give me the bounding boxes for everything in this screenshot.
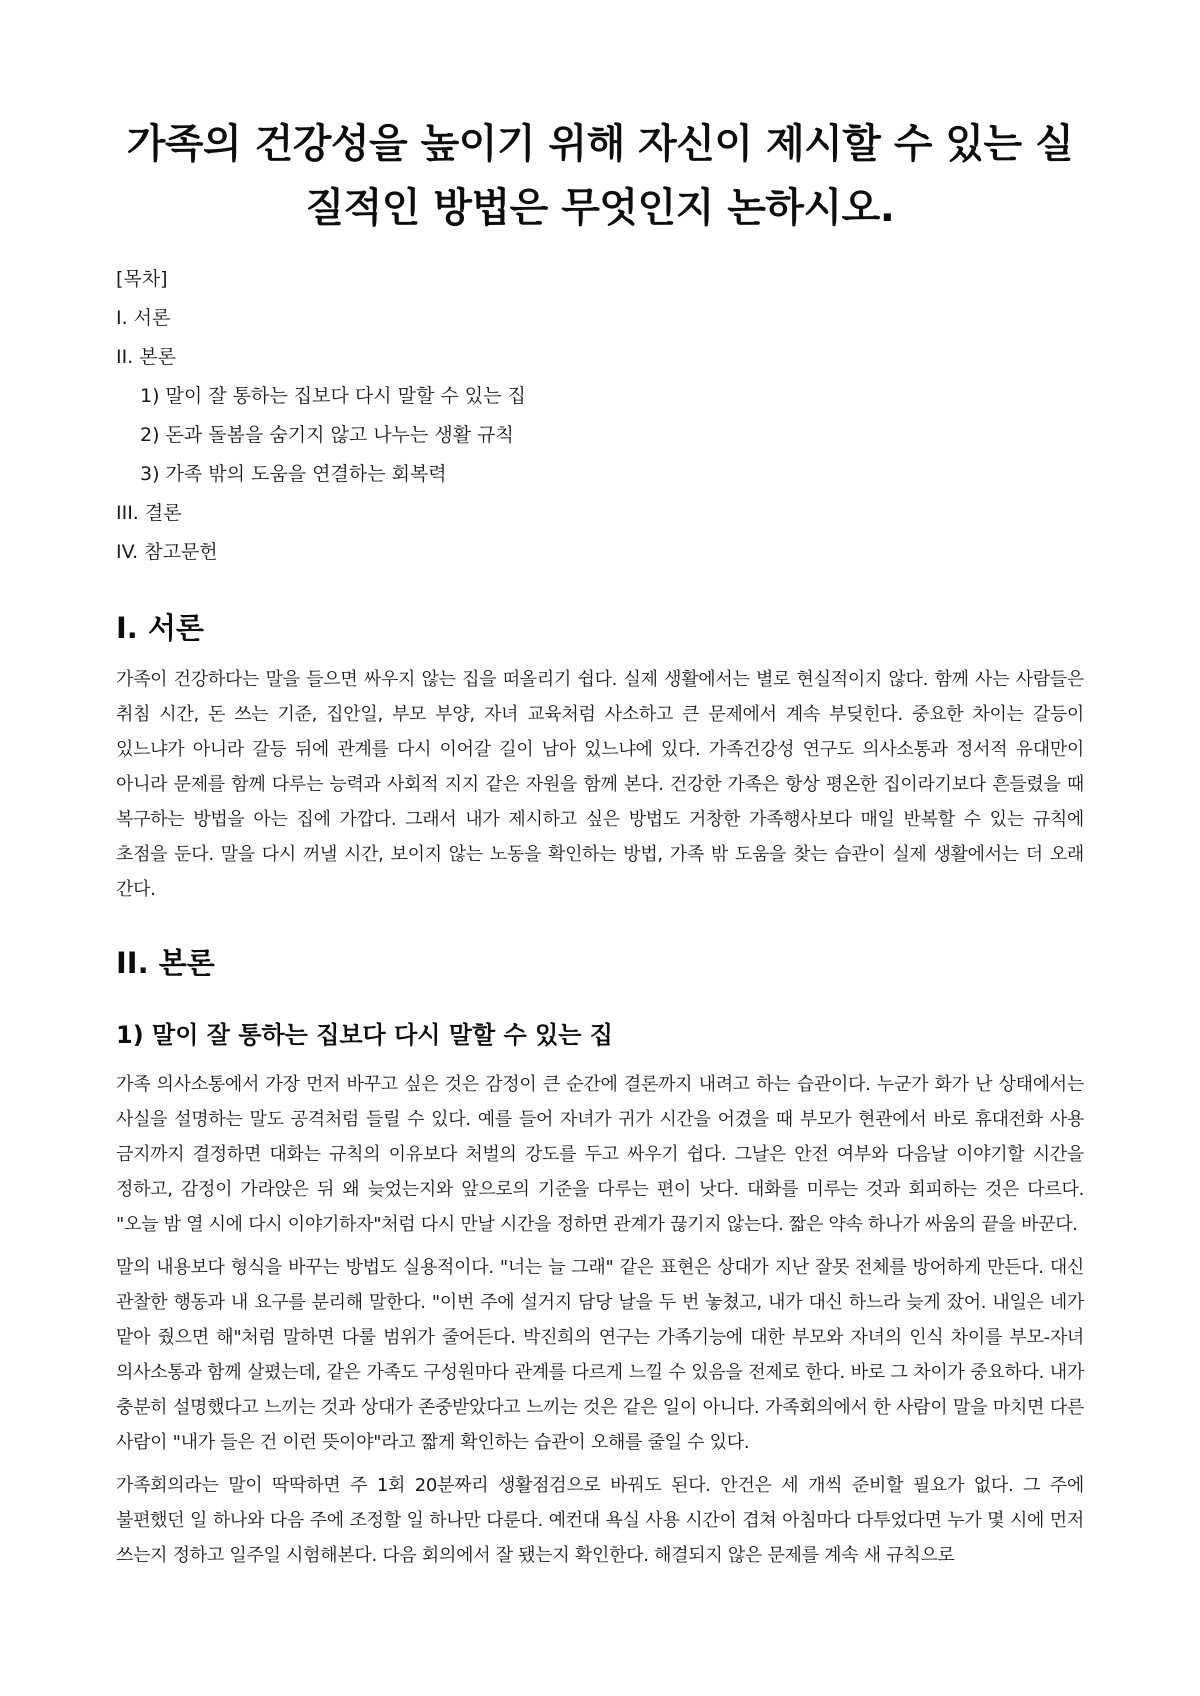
introduction-paragraph: 가족이 건강하다는 말을 들으면 싸우지 않는 집을 떠올리기 쉽다. 실제 생활에서는 별로 현실적이지 않다. 함께 사는 사람들은 취침 시간, 돈 쓰는 기준, 집안일, 부모 부양, 자녀 교육처럼 사소하고 큰 문제에서 계속 부딪힌다. 중요한 차이는 갈등이 있느냐가 아니라 갈등 뒤에 관계를 다시 이어갈 길이 남아 있느냐에 있다. 가족건강성 연구도 의사소통과 정서적 유대만이 아니라 문제를 함께 다루는 능력과 사회적 지지 같은 자원을 함께 본다. 건강한 가족은 항상 평온한 집이라기보다 흔들렸을 때 복구하는 방법을 아는 집에 가깝다. 그래서 내가 제시하고 싶은 방법도 거창한 가족행사보다 매일 반복할 수 있는 규칙에 초점을 둔다. 말을 다시 꺼낼 시간, 보이지 않는 노동을 확인하는 방법, 가족 밖 도움을 찾는 습관이 실제 생활에서는 더 오래 간다. [116,669,1084,900]
toc-subitem-communication: 1) 말이 잘 통하는 집보다 다시 말할 수 있는 집 [140,385,526,407]
toc-subitem-money-and-care: 2) 돈과 돌봄을 숨기지 않고 나누는 생활 규칙 [140,424,514,446]
toc-item-conclusion: III. 결론 [116,502,182,524]
toc-item-body: II. 본론 [116,346,176,368]
section-heading-introduction: I. 서론 [116,611,204,645]
toc-item-references: IV. 참고문헌 [116,541,218,563]
section-heading-body: II. 본론 [116,946,215,980]
toc-subitem-resilience: 3) 가족 밖의 도움을 연결하는 회복력 [140,463,447,485]
subsection-heading-communication: 1) 말이 잘 통하는 집보다 다시 말할 수 있는 집 [116,1021,613,1049]
body-paragraph: 가족회의라는 말이 딱딱하면 주 1회 20분짜리 생활점검으로 바꿔도 된다. 안건은 세 개씩 준비할 필요가 없다. 그 주에 불편했던 일 하나와 다음 주에 조정할 일 하나만 다룬다. 예컨대 욕실 사용 시간이 겹쳐 아침마다 다투었다면 누가 몇 시에 먼저 쓰는지 정하고 일주일 시험해본다. 다음 회의에서 잘 됐는지 확인한다. 해결되지 않은 문제를 계속 새 규칙으로 [116,1475,1084,1566]
toc-item-introduction: I. 서론 [116,307,171,329]
body-paragraph: 가족 의사소통에서 가장 먼저 바꾸고 싶은 것은 감정이 큰 순간에 결론까지 내려고 하는 습관이다. 누군가 화가 난 상태에서는 사실을 설명하는 말도 공격처럼 들릴 수 있다. 예를 들어 자녀가 귀가 시간을 어겼을 때 부모가 현관에서 바로 휴대전화 사용 금지까지 결정하면 대화는 규칙의 이유보다 처벌의 강도를 두고 싸우기 쉽다. 그날은 안전 여부와 다음날 이야기할 시간을 정하고, 감정이 가라앉은 뒤 왜 늦었는지와 앞으로의 기준을 다루는 편이 낫다. 대화를 미루는 것과 회피하는 것은 다르다. "오늘 밤 열 시에 다시 이야기하자"처럼 다시 만날 시간을 정하면 관계가 끊기지 않는다. 짧은 약속 하나가 싸움의 끝을 바꾼다. [116,1074,1084,1235]
body-paragraph: 말의 내용보다 형식을 바꾸는 방법도 실용적이다. "너는 늘 그래" 같은 표현은 상대가 지난 잘못 전체를 방어하게 만든다. 대신 관찰한 행동과 내 요구를 분리해 말한다. "이번 주에 설거지 담당 날을 두 번 놓쳤고, 내가 대신 하느라 늦게 잤어. 내일은 네가 맡아 줬으면 해"처럼 말하면 다룰 범위가 줄어든다. 박진희의 연구는 가족기능에 대한 부모와 자녀의 인식 차이를 부모-자녀 의사소통과 함께 살폈는데, 같은 가족도 구성원마다 관계를 다르게 느낄 수 있음을 전제로 한다. 바로 그 차이가 중요하다. 내가 충분히 설명했다고 느끼는 것과 상대가 존중받았다고 느끼는 것은 같은 일이 아니다. 가족회의에서 한 사람이 말을 마치면 다른 사람이 "내가 들은 건 이런 뜻이야"라고 짧게 확인하는 습관이 오해를 줄일 수 있다. [116,1257,1084,1453]
toc-header: [목차] [116,268,168,290]
document-title: 가족의 건강성을 높이기 위해 자신이 제시할 수 있는 실질적인 방법은 무엇인지 논하시오. [126,121,1074,231]
table-of-contents [116,260,1084,572]
